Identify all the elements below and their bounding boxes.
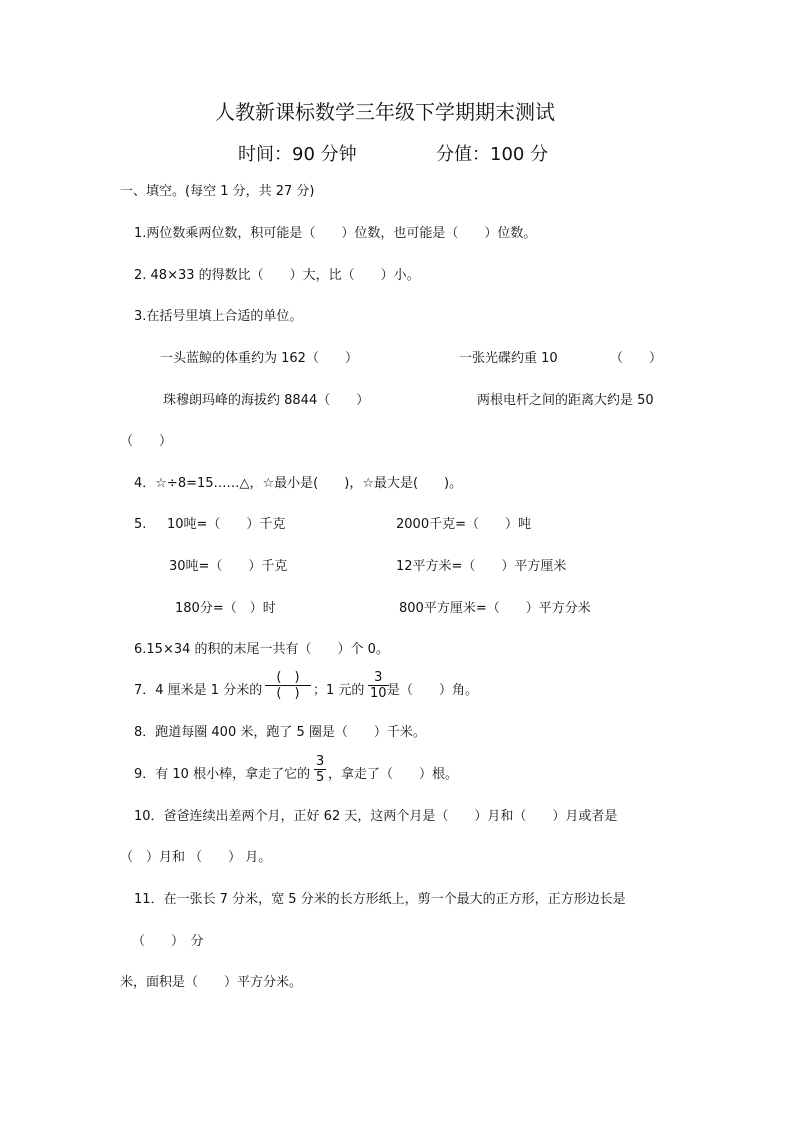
question-9-pre: 9．有 10 根小棒，拿走了它的 bbox=[134, 767, 311, 782]
fraction-three-tenths bbox=[368, 670, 389, 701]
fraction-blank bbox=[265, 670, 311, 701]
question-11-line3: 米，面积是（ ）平方分米。 bbox=[120, 975, 303, 990]
question-3b-paren: （ ） bbox=[610, 351, 663, 366]
fraction-three-fifths bbox=[314, 754, 326, 785]
question-3d: 两根电杆之间的距离大约是 50 bbox=[477, 393, 654, 408]
question-10-line2: （ ）月和 （ ） 月。 bbox=[120, 850, 272, 865]
question-3d-paren: （ ） bbox=[120, 434, 173, 449]
question-10-line1: 10．爸爸连续出差两个月，正好 62 天，这两个月是（ ）月和（ ）月或者是 bbox=[134, 809, 618, 824]
exam-title: 人教新课标数学三年级下学期期末测试 bbox=[215, 100, 555, 124]
question-5e: 180分=（ ）时 bbox=[175, 601, 276, 616]
question-7-mid: ；1 元的 bbox=[313, 683, 365, 698]
exam-score: 分值：100 分 bbox=[436, 144, 549, 165]
question-3: 3.在括号里填上合适的单位。 bbox=[134, 309, 303, 324]
question-4: 4．☆÷8=15……△，☆最小是( )，☆最大是( )。 bbox=[134, 476, 463, 491]
fraction-numerator: 3 bbox=[374, 670, 383, 685]
question-8: 8．跑道每圈 400 米，跑了 5 圈是（ ）千米。 bbox=[134, 725, 426, 740]
fraction-denominator: 10 bbox=[370, 686, 387, 701]
question-3a: 一头蓝鲸的体重约为 162（ ） bbox=[160, 351, 358, 366]
question-5f: 800平方厘米=（ ）平方分米 bbox=[399, 601, 591, 616]
question-5a: 10吨=（ ）千克 bbox=[167, 517, 286, 532]
question-11-line2: （ ） 分 bbox=[132, 934, 204, 949]
question-3c: 珠穆朗玛峰的海拔约 8844（ ） bbox=[163, 393, 370, 408]
question-5-number: 5. bbox=[134, 517, 147, 532]
fraction-denominator: 5 bbox=[316, 770, 325, 785]
question-2: 2. 48×33 的得数比（ ）大，比（ ）小。 bbox=[134, 268, 420, 283]
question-7-post: 是（ ）角。 bbox=[387, 683, 479, 698]
question-1: 1.两位数乘两位数，积可能是（ ）位数，也可能是（ ）位数。 bbox=[134, 226, 537, 241]
fraction-numerator: ( ) bbox=[276, 670, 300, 685]
section-heading: 一、填空。(每空 1 分，共 27 分) bbox=[120, 184, 315, 199]
question-6: 6.15×34 的积的末尾一共有（ ）个 0。 bbox=[134, 642, 389, 657]
question-5c: 30吨=（ ）千克 bbox=[169, 559, 288, 574]
fraction-numerator: 3 bbox=[316, 754, 325, 769]
question-5d: 12平方米=（ ）平方厘米 bbox=[396, 559, 567, 574]
question-11-line1: 11．在一张长 7 分米，宽 5 分米的长方形纸上，剪一个最大的正方形，正方形边长是 bbox=[134, 892, 626, 907]
question-5b: 2000千克=（ ）吨 bbox=[396, 517, 531, 532]
exam-time: 时间：90 分钟 bbox=[238, 144, 357, 165]
question-9-post: ，拿走了（ ）根。 bbox=[328, 767, 459, 782]
question-7-pre: 7．4 厘米是 1 分米的 bbox=[134, 683, 263, 698]
question-3b: 一张光碟约重 10 bbox=[459, 351, 558, 366]
fraction-denominator: ( ) bbox=[276, 686, 300, 701]
